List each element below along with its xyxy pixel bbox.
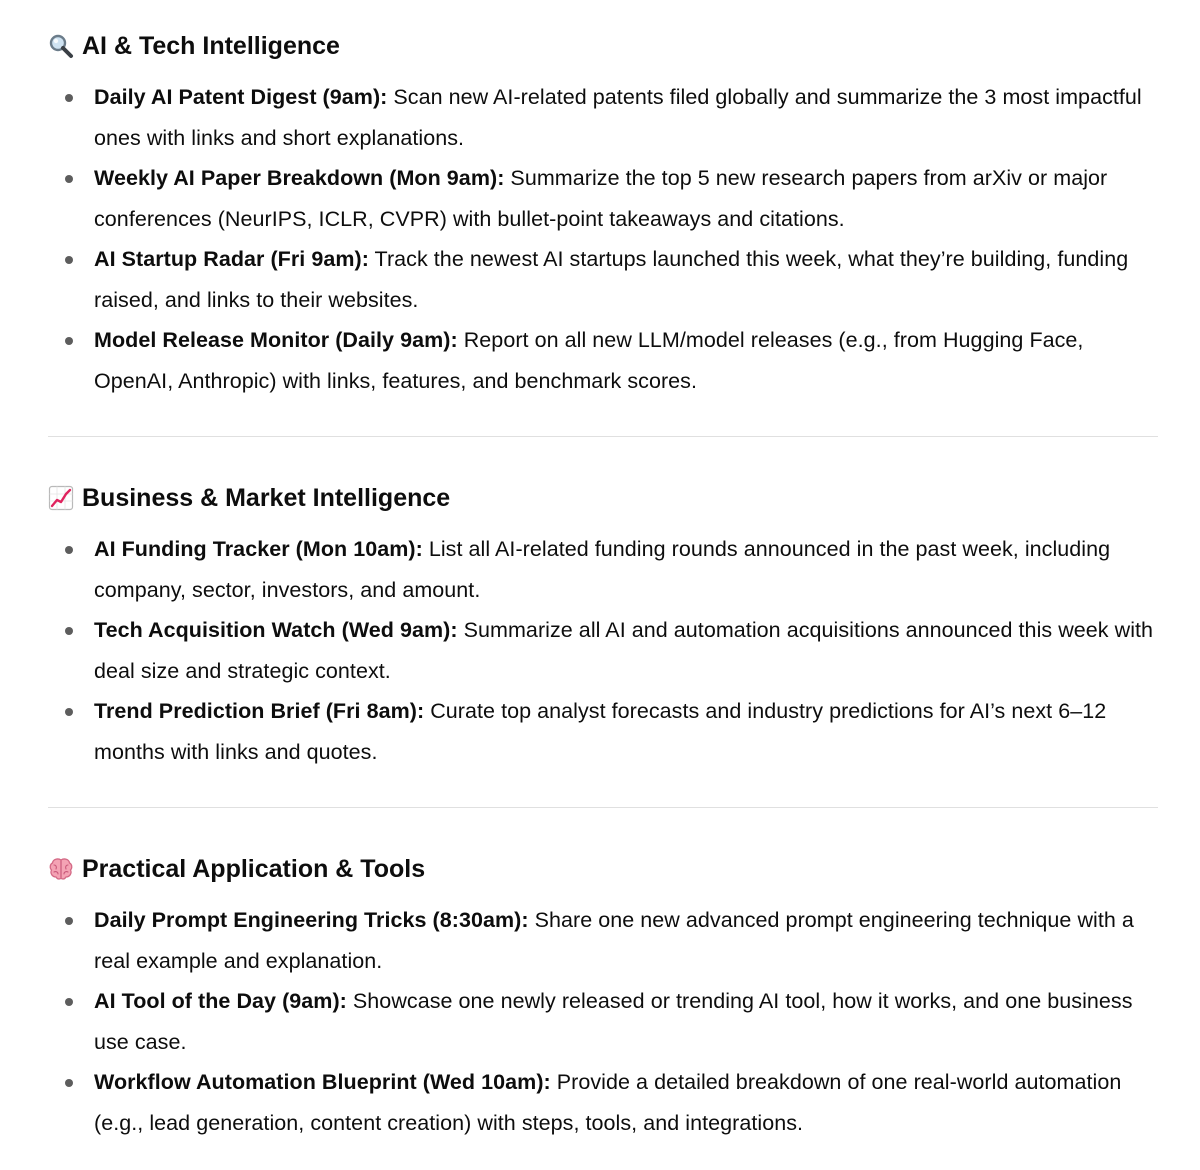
section-business-market-intelligence	[48, 482, 1158, 772]
item-text: Showcase one newly released or trending AI tool, how it works, and one business use case.	[94, 989, 1133, 1054]
list-item	[48, 77, 1158, 158]
item-text: Curate top analyst forecasts and industry predictions for AI’s next 6–12 months with links and quotes.	[94, 699, 1107, 764]
brain-icon	[48, 856, 74, 882]
item-title: AI Tool of the Day (9am):	[94, 989, 347, 1013]
item-text: Track the newest AI startups launched this week, what they’re building, funding raised, and links to their websites.	[94, 247, 1129, 312]
bullet-icon	[65, 917, 73, 925]
item-text: Report on all new LLM/model releases (e.g., from Hugging Face, OpenAI, Anthropic) with links, features, and benchmark scores.	[94, 328, 1084, 393]
item-list	[48, 77, 1158, 401]
list-item	[48, 529, 1158, 610]
section-practical-application-tools	[48, 853, 1158, 1143]
item-text: List all AI-related funding rounds announced in the past week, including company, sector, investors, and amount.	[94, 537, 1111, 602]
section-divider	[48, 436, 1158, 437]
item-title: Weekly AI Paper Breakdown (Mon 9am):	[94, 166, 505, 190]
list-item	[48, 900, 1158, 981]
magnifying-glass-icon	[48, 33, 74, 59]
bullet-icon	[65, 94, 73, 102]
item-title: Daily Prompt Engineering Tricks (8:30am):	[94, 908, 529, 932]
list-item	[48, 158, 1158, 239]
section-divider	[48, 807, 1158, 808]
item-title: Tech Acquisition Watch (Wed 9am):	[94, 618, 458, 642]
item-list	[48, 900, 1158, 1143]
bullet-icon	[65, 337, 73, 345]
item-text: Provide a detailed breakdown of one real-world automation (e.g., lead generation, content creation) with steps, tools, and integrations.	[94, 1070, 1122, 1135]
section-title: AI & Tech Intelligence	[82, 32, 340, 60]
bullet-icon	[65, 1079, 73, 1087]
item-list	[48, 529, 1158, 772]
bullet-icon	[65, 175, 73, 183]
bullet-icon	[65, 546, 73, 554]
item-title: Trend Prediction Brief (Fri 8am):	[94, 699, 425, 723]
section-heading	[48, 853, 1158, 885]
list-item	[48, 981, 1158, 1062]
item-title: Workflow Automation Blueprint (Wed 10am):	[94, 1070, 551, 1094]
bullet-icon	[65, 256, 73, 264]
section-title: Practical Application & Tools	[82, 855, 426, 883]
section-heading	[48, 30, 1158, 62]
item-text: Scan new AI-related patents filed globally and summarize the 3 most impactful ones with links and short explanations.	[94, 85, 1142, 150]
list-item	[48, 1062, 1158, 1143]
section-heading	[48, 482, 1158, 514]
bullet-icon	[65, 998, 73, 1006]
item-text: Summarize the top 5 new research papers from arXiv or major conferences (NeurIPS, ICLR, CVPR) with bullet-point takeaways and citations.	[94, 166, 1108, 231]
list-item	[48, 239, 1158, 320]
item-title: AI Funding Tracker (Mon 10am):	[94, 537, 423, 561]
section-title: Business & Market Intelligence	[82, 484, 451, 512]
list-item	[48, 320, 1158, 401]
list-item	[48, 610, 1158, 691]
section-ai-tech-intelligence	[48, 30, 1158, 401]
chart-increasing-icon	[48, 485, 74, 511]
item-text: Summarize all AI and automation acquisitions announced this week with deal size and strategic context.	[94, 618, 1154, 683]
item-title: AI Startup Radar (Fri 9am):	[94, 247, 369, 271]
list-item	[48, 691, 1158, 772]
item-text: Share one new advanced prompt engineering technique with a real example and explanation.	[94, 908, 1134, 973]
item-title: Daily AI Patent Digest (9am):	[94, 85, 388, 109]
bullet-icon	[65, 627, 73, 635]
bullet-icon	[65, 708, 73, 716]
item-title: Model Release Monitor (Daily 9am):	[94, 328, 458, 352]
